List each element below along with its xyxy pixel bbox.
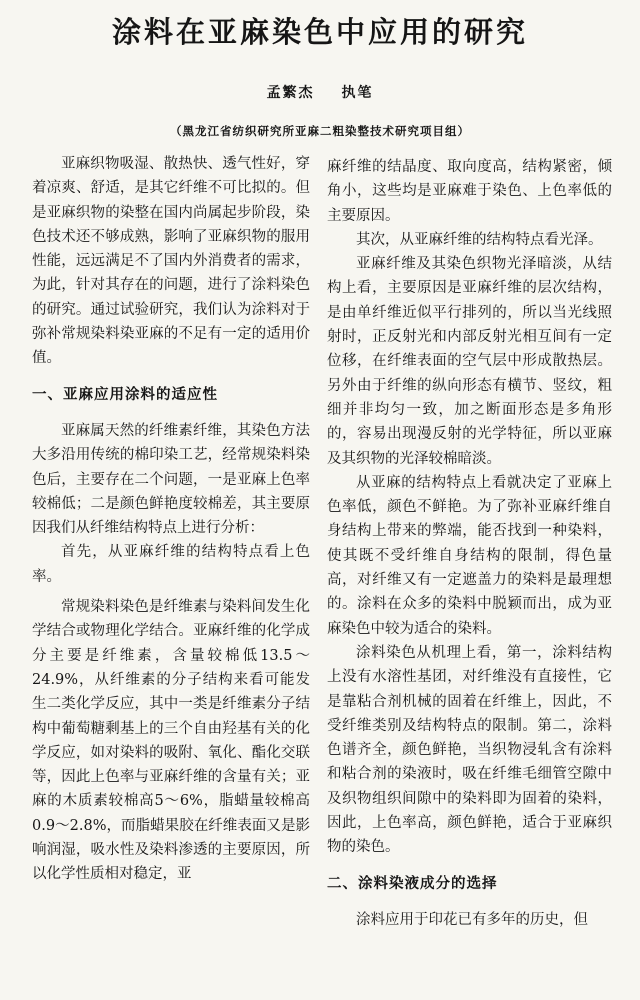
author-name: 孟繁杰 — [266, 85, 315, 101]
body-paragraph: 涂料染色从机理上看，第一，涂料结构上没有水溶性基团，对纤维没有直接性，它是靠粘合剂机械的固着在纤维上，因此，不受纤维类别及结构特点的限制。第二，涂料色谱齐全，颜色鲜艳，当织物浸轧含有涂料和粘合剂的染液时，吸在纤维毛细管空隙中及织物组织间隙中的染料即为固着的染料，因此，上色率高，颜色鲜艳，适合于亚麻织物的染色。 — [327, 644, 612, 856]
author-line — [0, 82, 640, 102]
body-paragraph: 首先，从亚麻纤维的结构特点看上色率。 — [32, 544, 310, 585]
body-paragraph: 其次，从亚麻纤维的结构特点看光泽。 — [356, 231, 603, 248]
paper-title: 涂料在亚麻染色中应用的研究 — [111, 15, 528, 49]
right-column — [327, 155, 612, 932]
body-paragraph: 亚麻纤维及其染色织物光泽暗淡，从结构上看，主要原因是亚麻纤维的层次结构，是由单纤维近似平行排列的，所以当光线照射时，正反射光和内部反射光相互间有一定位移，在纤维表面的空气层中形成散热层。另外由于纤维的纵向形态有横节、竖纹，粗细并非均匀一致，加之断面形态是多角形的，容易出现漫反射的光学特征，所以亚麻及其织物的光泽较棉暗淡。 — [327, 256, 612, 467]
body-paragraph: 涂料应用于印花已有多年的历史，但 — [356, 911, 588, 928]
section-heading-1: 一、亚麻应用涂料的适应性 — [32, 386, 218, 403]
affiliation: （黑龙江省纺织研究所亚麻二粗染整技术研究项目组） — [170, 124, 470, 138]
left-column — [32, 152, 310, 887]
body-paragraph: 从亚麻的结构特点上看就决定了亚麻上色率低，颜色不鲜艳。为了弥补亚麻纤维自身结构上带来的弊端，能否找到一种染料，使其既不受纤维自身结构的限制，得色量高，对纤维又有一定遮盖力的染料是最理想的。涂料在众多的染料中脱颖而出，成为亚麻染色中较为适合的染料。 — [327, 474, 612, 637]
body-paragraph: 麻纤维的结晶度、取向度高，结构紧密，倾角小，这些均是亚麻难于染色、上色率低的主要原因。 — [327, 159, 612, 224]
section-heading-2: 二、涂料染液成分的选择 — [327, 875, 498, 892]
intro-paragraph: 亚麻织物吸湿、散热快、透气性好，穿着凉爽、舒适，是其它纤维不可比拟的。但是亚麻织物的染整在国内尚属起步阶段，染色技术还不够成熟，影响了亚麻织物的服用性能，远远满足不了国内外消费者的需求，为此，针对其存在的问题，进行了涂料染色的研究。通过试验研究，我们认为涂料对于弥补常规染料染亚麻的不足有一定的适用价值。 — [32, 156, 310, 367]
body-paragraph: 亚麻属天然的纤维素纤维，其染色方法大多沿用传统的棉印染工艺，经常规染料染色后，主要存在二个问题，一是亚麻上色率较棉低；二是颜色鲜艳度较棉差，其主要原因我们从纤维结构特点上进行分析： — [32, 422, 310, 537]
author-role: 执笔 — [341, 85, 374, 101]
body-paragraph: 常规染料染色是纤维素与染料间发生化学结合或物理化学结合。亚麻纤维的化学成分主要是纤维素，含量较棉低13.5～24.9%，从纤维素的分子结构来看可能发生二类化学反应，其中一类是纤维素分子结构中葡萄糖剩基上的三个自由羟基有关的化学反应，如对染料的吸附、氧化、酯化交联等，因此上色率与亚麻纤维的含量有关；亚麻的木质素较棉高5～6%，脂蜡量较棉高0.9～2.8%，而脂蜡果胶在纤维表面又是影响润湿，吸水性及染料渗透的主要原因，所以化学性质相对稳定，亚 — [32, 599, 310, 883]
